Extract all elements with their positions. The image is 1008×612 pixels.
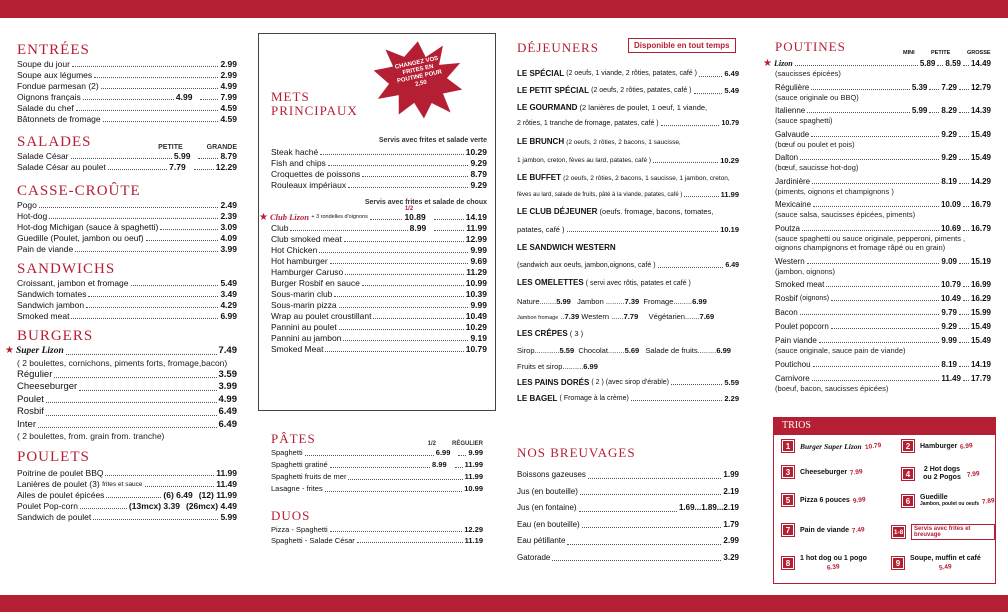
mets-subtitle: Servis avec frites et salade de choux [364,199,487,206]
star-icon: ★ [763,58,772,69]
list-item: Soupe du jour 2.99 [17,59,237,69]
trios-box [773,417,996,584]
list-item: Bâtonnets de fromage 4.59 [17,114,237,124]
item-note: (bœuf ou poulet et pois) [775,139,855,149]
list-item: Soupe aux légumes 2.99 [17,70,237,80]
list-item: Jus (en fontaine) 1.69...1.89...2.19 [517,503,739,512]
list-item: LES CRÊPES ( 3 ) [517,329,584,338]
list-item: Poulet Pop-corn (13mcx) 3.39 (26mcx) 4.49 [17,501,237,511]
trio-item: 8 1 hot dog ou 1 pogo 6.39 [782,554,867,572]
item-note: 2 rôties, 1 tranche de fromage, patates, café ) 10.79 [517,120,739,127]
list-item: Fondue parmesan (2) 4.99 [17,81,237,91]
breuvages-section [517,444,739,566]
list-item: Oignons français 4.99 7.99 [17,92,237,102]
list-item: LE BRUNCH (2 oeufs, 2 rôties, 2 bacons, 1 saucisse, [517,137,681,146]
size-header: PETITE [158,144,183,151]
list-item: Steak haché 10.29 [271,147,487,157]
left-column [5,30,237,523]
item-note: (jambon, oignons) [775,266,836,276]
list-item: Rosbif 6.49 [17,406,237,417]
list-item: Poulet 4.99 [17,393,237,405]
trio-item: 2 Hamburger 6.99 [902,440,973,452]
crepes-row: Sirop............5.59 Chocolat........5.69 Salade de fruits.........6.99 [517,346,731,355]
omelettes-row: Nature........5.99 Jambon .........7.39 Fromage.........6.99 [517,297,707,306]
trio-item: 1 Burger Super Lizon 10.79 [782,440,881,452]
item-note: (sauce salsa, saucisses épicées, piments) [775,210,916,219]
list-item: Wrap au poulet croustillant 10.49 [271,311,487,321]
size-header: 1/2 [427,441,436,447]
list-item: Sandwich de poulet 5.99 [17,512,237,522]
bottom-band [0,595,1008,612]
list-item: Western 9.09 15.19 [775,256,991,266]
star-icon: ★ [5,345,14,356]
pates-title: PÂTES [271,431,316,446]
list-item: Smoked Meat 10.79 [271,344,487,354]
list-item: Pizza - Spaghetti 12.29 [271,525,483,534]
trio-item: 7 Pain de viande 7.49 [782,524,865,536]
breuvages-title: NOS BREUVAGES [517,445,636,460]
list-item: Ailes de poulet épicées (6) 6.49 (12) 11.99 [17,490,237,500]
list-item: Boissons gazeuses 1.99 [517,470,739,479]
list-item: Pain de viande 3.99 [17,244,237,254]
trio-item: 9 Soupe, muffin et café 5.49 [892,554,981,572]
item-note: patates, café ) 10.19 [517,225,739,234]
list-item: Rosbif (oignons) 10.49 16.29 [775,294,991,303]
list-item: Poutza 10.69 16.79 [775,223,991,233]
list-item: Hot hamburger 9.69 [271,256,487,266]
list-item: Bacon 9.79 15.99 [775,308,991,317]
size-header: MINI [903,50,915,56]
poutines-title: POUTINES [775,39,846,54]
burgers-title: BURGERS [17,328,94,344]
list-item: Régulier 3.59 [17,368,237,380]
item-note: fèves au lard, salade de fruits, pâté à la viande, patates, café ) 11.99 [517,190,739,199]
list-item: Eau (en bouteille) 1.79 [517,519,739,529]
availability-badge: Disponible en tout temps [628,38,736,53]
list-item: Pain viande 9.99 15.49 [775,336,991,345]
list-item: LES OMELETTES ( servi avec rôtis, patates et café ) [517,278,691,287]
item-note: (saucisses épicées) [775,69,841,78]
trios-title: TRIOS [774,418,995,435]
list-item: Croissant, jambon et fromage 5.49 [17,278,237,288]
list-item: Lanières de poulet (3) frites et sauce 11.49 [17,479,237,489]
item-note: (boeuf, bacon, saucisses épicées) [775,383,889,393]
list-item: LES PAINS DORÉS ( 2 ) (avec sirop d'érable) 5.59 [517,378,739,387]
list-item: Poitrine de poulet BBQ 11.99 [17,468,237,478]
item-note: (bœuf, saucisse hot-dog) [775,163,859,172]
list-item: Club smoked meat 12.99 [271,234,487,244]
list-item: LE GOURMAND (2 lanières de poulet, 1 oeuf, 1 viande, [517,103,708,112]
list-item: Inter 6.49 [17,418,237,430]
list-item: LE BUFFET (2 oeufs, 2 rôties, 2 bacons, 1 saucisse, 1 jambon, creton, [517,173,730,182]
entrees-title: ENTRÉES [17,42,90,58]
salades-title: SALADES [17,134,92,150]
list-item: LE CLUB DÉJEUNER (oeufs. fromage, bacons, tomates, [517,207,714,216]
half-header: 1/2 [404,206,414,212]
list-item: Cheeseburger 3.99 [17,381,237,392]
list-item: Poulet popcorn 9.29 15.49 [775,322,991,331]
size-header: RÉGULIER [451,441,483,447]
top-band [0,0,1008,18]
list-item: Burger Rosbif en sauce 10.99 [271,278,487,288]
list-item: Fish and chips 9.29 [271,158,487,168]
item-note: 1 jambon, creton, fèves au lard, patates, café ) 10.29 [517,156,739,165]
list-item: ★ Super Lizon 7.49 [5,345,237,356]
item-note: (sauce spaghetti ou sauce originale, pepperoni, piments , oignons champignons et fromage râpé ou en grain) [775,233,966,252]
pates-section [271,430,483,546]
size-header: GROSSE [967,50,991,56]
list-item: Sandwich jambon 4.29 [17,300,237,310]
list-item: Sandwich tomates 3.49 [17,289,237,299]
list-item: Guedille (Poulet, jambon ou oeuf) 4.09 [17,233,237,243]
list-item: Spaghetti - Salade César 11.19 [271,536,483,545]
list-item: Carnivore 11.49 17.79 [775,373,991,383]
list-item: Salade César 5.99 8.79 [17,151,237,161]
trio-item: 4 2 Hot dogs ou 2 Pogos 7.99 [902,466,980,482]
list-item: Spaghetti fruits de mer 11.99 [271,472,483,481]
list-item: Club 8.99 11.99 [271,223,487,233]
list-item: Italienne 5.99 8.29 14.39 [775,106,991,115]
list-item: Lasagne - frites 10.99 [271,484,483,493]
list-item: Hamburger Caruso 11.29 [271,267,487,277]
list-item: Eau pétillante 2.99 [517,536,739,545]
list-item: Hot Chicken 9.99 [271,245,487,255]
item-note: ( 2 boulettes, cornichons, piments forts, fromage,bacon) [17,357,228,368]
omelettes-row: Jambon fromage ..7.39 Western ......7.79 Végétarien.......7.69 [517,312,715,321]
trio-note: 1-8 Servis avec frites et breuvage [892,524,995,540]
mets-title: METS PRINCIPAUX [271,89,358,118]
dejeuners-title: DÉJEUNERS [517,40,599,55]
list-item: LE PETIT SPÉCIAL (2 oeufs, 2 rôties, patates, café ) 5.49 [517,86,739,95]
size-header: GRANDE [206,144,237,151]
item-note: (sauce spaghetti) [775,116,833,125]
list-item: Smoked meat 6.99 [17,311,237,321]
star-icon: ★ [259,212,268,223]
promo-text: CHANGEZ VOS FRITES EN POUTINE POUR 2,50 [394,55,443,88]
list-item: Gatorade 3.29 [517,552,739,562]
list-item: ★ Lizon 5.89 8.59 14.49 [763,58,991,69]
list-item: Poutichou 8.19 14.19 [775,359,991,369]
sandwichs-title: SANDWICHS [17,261,116,277]
list-item: Spaghetti gratiné 8.99 11.99 [271,460,483,469]
list-item: Pannini au jambon 9.19 [271,333,487,343]
dejeuners-list [517,68,739,404]
item-note: (sauce originale ou BBQ) [775,92,859,102]
list-item: Hot-dog Michigan (sauce à spaghetti) 3.09 [17,222,237,232]
list-item: LE BAGEL ( Fromage à la crème) 2.29 [517,394,739,403]
list-item: LE SANDWICH WESTERN [517,243,616,252]
list-item: Pogo 2.49 [17,200,237,210]
list-item: Sous-marin club 10.39 [271,289,487,299]
list-item: Salade César au poulet 7.79 12.29 [17,162,237,172]
casse-title: CASSE-CROÛTE [17,183,141,199]
list-item: Pannini au poulet 10.29 [271,322,487,332]
list-item: Rouleaux impériaux 9.29 [271,180,487,190]
list-item: Jus (en bouteille) 2.19 [517,486,739,496]
trio-item: 5 Pizza 6 pouces 9.99 [782,494,865,506]
poulets-title: POULETS [17,449,90,465]
list-item: Smoked meat 10.79 16.99 [775,280,991,289]
item-note: (sauce originale, sauce pain de viande) [775,346,906,355]
list-item: Spaghetti 6.99 9.99 [271,448,483,457]
size-header: PETITE [931,50,951,56]
item-note: (piments, oignons et champignons ) [775,186,894,196]
list-item: Croquettes de poissons 8.79 [271,169,487,179]
promo-burst [372,38,464,120]
poutines-section [763,38,991,393]
crepes-row: Fruits et sirop..........6.99 [517,362,598,371]
list-item: Sous-marin pizza 9.99 [271,300,487,310]
trio-item: 6 Guedille Jambon, poulet ou oeufs 7.89 [902,494,995,508]
list-item: Salade du chef 4.59 [17,103,237,113]
list-item: Jardinière 8.19 14.29 [775,176,991,186]
list-item: Dalton 9.29 15.49 [775,153,991,162]
list-item: Régulière 5.39 7.29 12.79 [775,82,991,92]
duos-title: DUOS [271,508,311,523]
item-note: ( 2 boulettes, from. grain from. tranche) [17,431,165,441]
item-note: (sandwich aux oeufs, jambon,oignons, café ) 6.49 [517,262,739,269]
list-item: LE SPÉCIAL (2 oeufs, 1 viande, 2 rôties, patates, café ) 6.49 [517,69,739,78]
list-item: Galvaude 9.29 15.49 [775,129,991,139]
trio-item: 3 Cheeseburger 7.99 [782,466,863,478]
mets-subtitle: Servis avec frites et salade verte [378,137,487,144]
list-item: Mexicaine 10.09 16.79 [775,200,991,209]
list-item: Hot-dog 2.39 [17,211,237,221]
list-item: ★ Club Lizon + 3 rondelles d'oignons 10.89 14.19 [259,212,487,223]
